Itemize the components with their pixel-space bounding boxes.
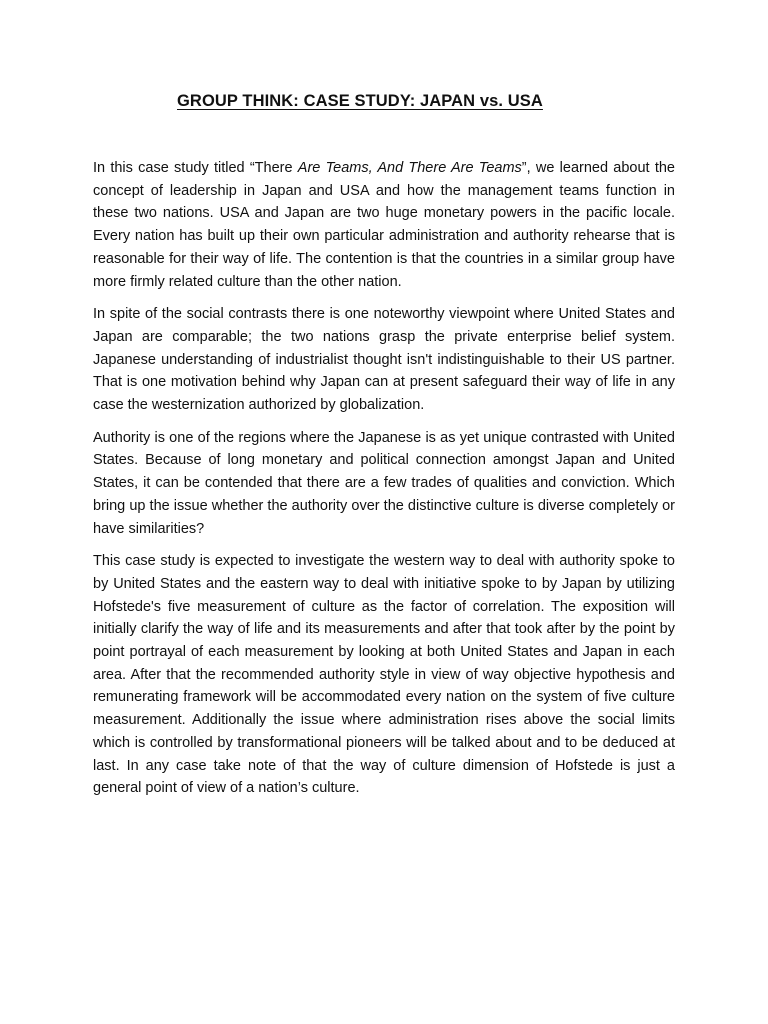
paragraph-1 xyxy=(93,157,675,293)
paragraph-1-italic-title: Are Teams, And There Are Teams xyxy=(297,160,522,176)
document-body xyxy=(93,157,675,810)
paragraph-3: Authority is one of the regions where the Japanese is as yet unique contrasted with United States. Because of long monetary and political connection amongst Japan and United States, it can be contended that there are a few trades of qualities and conviction. Which bring up the issue whether the authority over the distinctive culture is diverse completely or have similarities? xyxy=(93,429,675,537)
document-title: GROUP THINK: CASE STUDY: JAPAN vs. USA xyxy=(177,92,543,110)
paragraph-1-rest: ”, we learned about the concept of leadership in Japan and USA and how the management teams function in these two nations. USA and Japan are two huge monetary powers in the pacific locale. Every nation has built up their own particular administration and authority rehearse that is reasonable for their way of life. The contention is that the countries in a similar group have more firmly related culture than the other nation. xyxy=(93,160,675,290)
paragraph-4: This case study is expected to investigate the western way to deal with authority spoke to by United States and the eastern way to deal with initiative spoke to by Japan by utilizing Hofstede's five measurement of culture as the factor of correlation. The exposition will initially clarify the way of life and its measurements and after that took after by the point by point portrayal of each measurement by looking at both United States and Japan in each area. After that the recommended authority style in view of way objective hypothesis and remunerating framework will be accommodated every nation on the system of five culture measurement. Additionally the issue where administration rises above the social limits which is controlled by transformational pioneers will be talked about and to be deduced at last. In any case take note of that the way of culture dimension of Hofstede is just a general point of view of a nation’s culture. xyxy=(93,553,675,797)
paragraph-2: In spite of the social contrasts there is one noteworthy viewpoint where United States and Japan are comparable; the two nations grasp the private enterprise belief system. Japanese understanding of industrialist thought isn't indistinguishable to their US partner. That is one motivation behind why Japan can at present safeguard their way of life in any case the westernization authorized by globalization. xyxy=(93,306,675,414)
paragraph-1-lead: In this case study titled “There xyxy=(93,160,298,176)
